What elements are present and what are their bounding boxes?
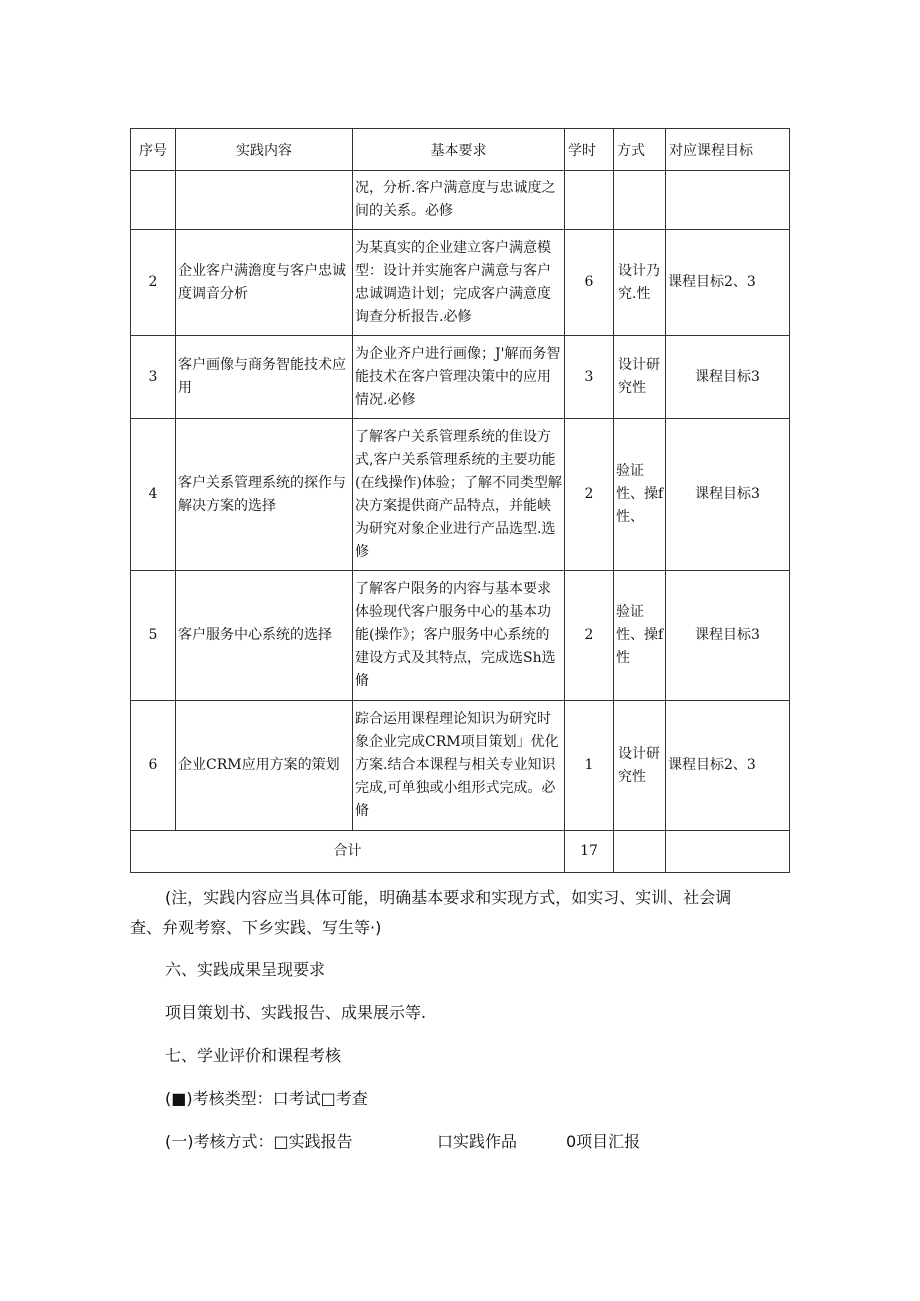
header-no: 序号 xyxy=(131,129,176,171)
row-content xyxy=(176,171,353,230)
row-method: 设计研究性 xyxy=(614,336,666,419)
section6-body: 项目策划书、实践报告、成果展示等. xyxy=(165,1003,427,1022)
row-requirement: 了解客户关系管理系统的隹设方式,客户关系管理系统的主要功能(在线操作)体验；了解不同类型解决方案提供商产品特点，并能峡为研究对象企业进行产品选型.选修 xyxy=(353,419,565,571)
header-method: 方式 xyxy=(614,129,666,171)
row-method: 设计乃究.性 xyxy=(614,230,666,336)
row-requirement: 为某真实的企业建立客户满意模型：设计并实施客户满意与客户忠诚调造计划；完成客户满意度询查分析报告.必修 xyxy=(353,230,565,336)
assess-type: (■)考核类型：口考试□考查 xyxy=(165,1089,368,1108)
row-content: 企业客户满澹度与客户忠诚度调音分析 xyxy=(176,230,353,336)
table-total-row xyxy=(131,831,790,873)
total-label: 合计 xyxy=(131,831,565,873)
table-row xyxy=(131,419,790,571)
row-hours: 2 xyxy=(565,419,614,571)
row-method xyxy=(614,171,666,230)
header-requirement: 基本要求 xyxy=(353,129,565,171)
row-hours: 3 xyxy=(565,336,614,419)
total-method xyxy=(614,831,666,873)
row-no: 3 xyxy=(131,336,176,419)
row-requirement: 了解客户限务的内容与基本要求体验现代客户服务中心的基本功能(操作》；客户服务中心系统的建设方式及其特点，完成选Sh选脩 xyxy=(353,571,565,701)
row-hours: 6 xyxy=(565,230,614,336)
row-target: 课程目标3 xyxy=(666,571,790,701)
row-hours xyxy=(565,171,614,230)
table-row xyxy=(131,701,790,831)
header-content: 实践内容 xyxy=(176,129,353,171)
row-method: 验证性、操f性 xyxy=(614,571,666,701)
note-line-2: 查、弁观考察、下乡实践、写生等·) xyxy=(130,918,382,937)
header-target: 对应课程目标 xyxy=(666,129,790,171)
section7-title: 七、学业评价和课程考核 xyxy=(165,1046,342,1065)
section6-title: 六、实践成果呈现要求 xyxy=(165,960,326,979)
row-target xyxy=(666,171,790,230)
row-no: 5 xyxy=(131,571,176,701)
row-hours: 2 xyxy=(565,571,614,701)
practice-table xyxy=(130,128,790,873)
row-no xyxy=(131,171,176,230)
row-target: 课程目标2、3 xyxy=(666,701,790,831)
total-target xyxy=(666,831,790,873)
row-no: 6 xyxy=(131,701,176,831)
row-target: 课程目标3 xyxy=(666,419,790,571)
table-row xyxy=(131,171,790,230)
table-header-row xyxy=(131,129,790,171)
table-row xyxy=(131,336,790,419)
row-content: 企业CRM应用方案的策划 xyxy=(176,701,353,831)
header-hours: 学时 xyxy=(565,129,614,171)
total-hours: 17 xyxy=(565,831,614,873)
row-method: 验证性、操f性、 xyxy=(614,419,666,571)
row-requirement: 为企业齐户进行画像；J'解而务智能技术在客户管理决策中的应用情况.必修 xyxy=(353,336,565,419)
table-row xyxy=(131,230,790,336)
row-method: 设计研究性 xyxy=(614,701,666,831)
assess-method-works: 口实践作品 xyxy=(437,1132,518,1151)
row-content: 客户关系管理系统的探作与解决方案的选择 xyxy=(176,419,353,571)
row-requirement: 况，分析.客户满意度与忠诚度之间的关系。必修 xyxy=(353,171,565,230)
row-no: 4 xyxy=(131,419,176,571)
row-content: 客户画像与商务智能技术应用 xyxy=(176,336,353,419)
row-requirement: 踪合运用课程理论知识为研究时象企业完成CRM项目策划」优化方案.结合本课程与相关专业知识完成,可单独或小组形式完成。必脩 xyxy=(353,701,565,831)
row-target: 课程目标2、3 xyxy=(666,230,790,336)
table-row xyxy=(131,571,790,701)
row-no: 2 xyxy=(131,230,176,336)
row-content: 客户服务中心系统的选择 xyxy=(176,571,353,701)
note-line-1: (注，实践内容应当具体可能，明确基本要求和实现方式，如实习、实训、社会调 xyxy=(165,888,732,907)
row-hours: 1 xyxy=(565,701,614,831)
assess-method-report: 0项目汇报 xyxy=(566,1132,641,1151)
assess-method-label: (一)考核方式：□实践报告 xyxy=(165,1132,353,1151)
row-target: 课程目标3 xyxy=(666,336,790,419)
